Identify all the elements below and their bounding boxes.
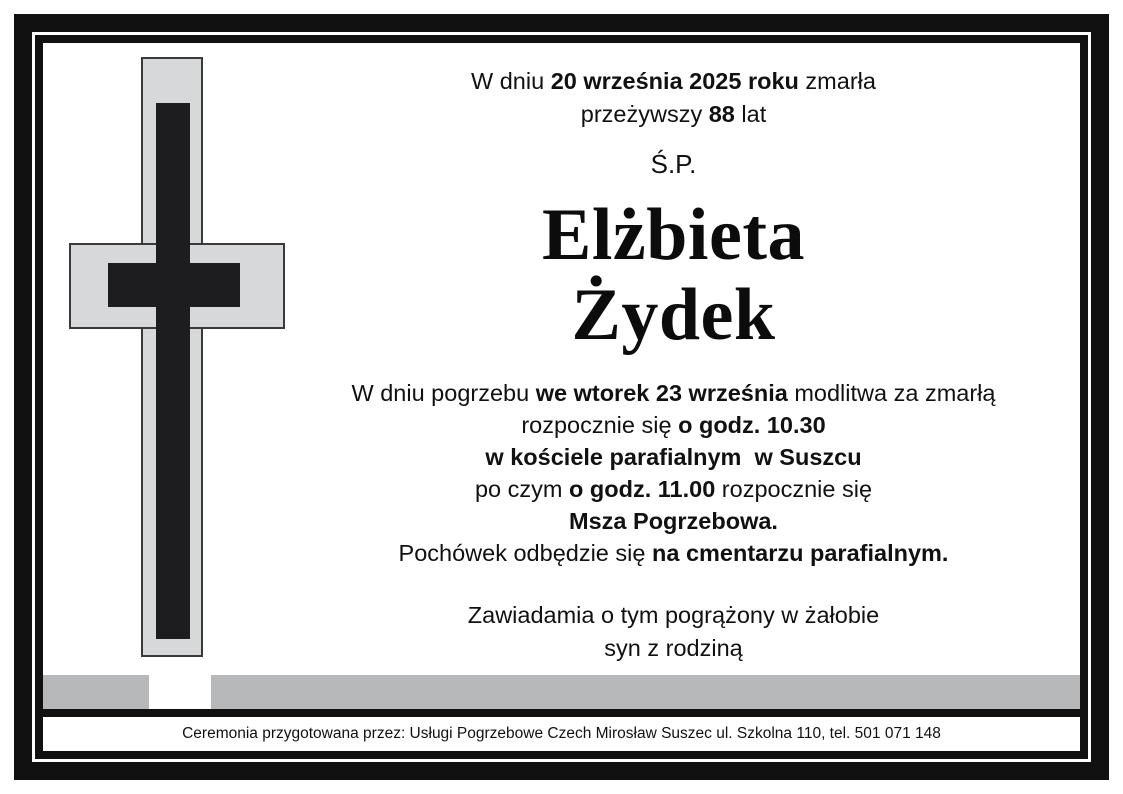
mourning-frame-inner (35, 35, 1088, 759)
funeral-line-1-pre: W dniu pogrzebu (351, 380, 536, 406)
cross-dark-horizontal (108, 263, 240, 307)
ground-bar-right (211, 675, 1080, 709)
notice-text-column (303, 43, 1080, 675)
cross-column (43, 43, 303, 675)
funeral-line-5 (303, 505, 1044, 537)
honorific-label: Ś.P. (650, 149, 697, 179)
funeral-line-3 (303, 441, 1044, 473)
footer-credit: Ceremonia przygotowana przez: Usługi Pogrzebowe Czech Mirosław Suszec ul. Szkolna 110, tel. 501 071 148 (43, 717, 1080, 751)
notice-body (43, 43, 1080, 675)
burial-location: na cmentarzu parafialnym. (651, 540, 949, 566)
cross-icon (69, 57, 291, 657)
intro-line-1 (303, 65, 1044, 98)
announcement-line-1: Zawiadamia o tym pogrążony w żałobie (467, 602, 880, 628)
announcement-line-2: syn z rodziną (604, 635, 743, 661)
ground-bar-left (43, 675, 149, 709)
intro-line-2-pre: przeżywszy (580, 101, 709, 127)
intro-line-2 (303, 98, 1044, 131)
deceased-last-name: Żydek (571, 274, 776, 356)
mass-time: o godz. 11.00 (569, 476, 716, 502)
funeral-line-1 (303, 377, 1044, 409)
funeral-details (303, 377, 1044, 569)
funeral-line-4-pre: po czym (474, 476, 569, 502)
ground-bar-gap (149, 675, 211, 709)
funeral-line-6-pre: Pochówek odbędzie się (398, 540, 652, 566)
intro-date: 20 września 2025 roku (550, 68, 799, 94)
intro-line-2-post: lat (734, 101, 767, 127)
mass-label: Msza Pogrzebowa. (569, 508, 778, 534)
funeral-line-4 (303, 473, 1044, 505)
funeral-day: we wtorek 23 września (535, 380, 788, 406)
funeral-line-4-post: rozpocznie się (715, 476, 873, 502)
intro-line-1-post: zmarła (798, 68, 876, 94)
cross-dark-vertical (156, 103, 190, 639)
intro-line-1-pre: W dniu (471, 68, 551, 94)
funeral-line-2-pre: rozpocznie się (521, 412, 679, 438)
church-location: w kościele parafialnym w Suszcu (485, 444, 862, 470)
mourning-frame-outer (14, 14, 1109, 780)
funeral-line-1-post: modlitwa za zmarłą (787, 380, 996, 406)
intro-age: 88 (708, 101, 735, 127)
announcement-block (303, 599, 1044, 665)
funeral-line-2 (303, 409, 1044, 441)
deceased-first-name: Elżbieta (542, 194, 805, 276)
notice-card (43, 43, 1080, 709)
funeral-line-6 (303, 537, 1044, 569)
mourning-frame-white-rule (32, 32, 1091, 762)
prayer-time: o godz. 10.30 (678, 412, 826, 438)
ground-bar (43, 675, 1080, 709)
